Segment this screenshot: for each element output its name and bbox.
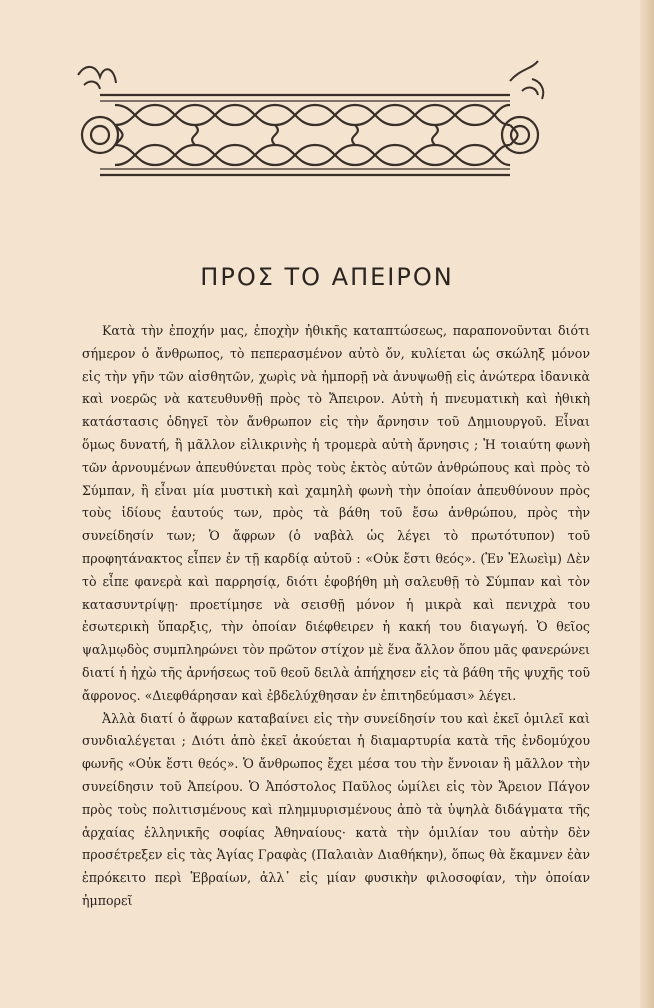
body-text: [82, 320, 590, 913]
paragraph: Ἀλλὰ διατί ὁ ἄφρων καταβαίνει εἰς τὴν συνείδησίν του καὶ ἐκεῖ ὁμιλεῖ καὶ συνδιαλέγεται ; Διότι ἀπὸ ἐκεῖ ἀκούεται ἡ διαμαρτυρία κατὰ τῆς ἐνδομύχου φωνῆς «Οὐκ ἔστι θεός». Ὁ ἄνθρωπος ἔχει μέσα του τὴν ἔννοιαν ἢ μᾶλλον τὴν συνείδησιν τοῦ Ἀπείρου. Ὁ Ἀπόστολος Παῦλος ὡμίλει εἰς τὸν Ἄρειον Πάγον πρὸς τοὺς πολιτισμένους καὶ πλημμυρισμένους ἀπὸ τὰ ὑψηλὰ διδάγματα τῆς ἀρχαίας ἑλληνικῆς σοφίας Ἀθηναίους· κατὰ τὴν ὁμιλίαν του αὐτὴν δὲν προσέτρεξεν εἰς τὰς Ἁγίας Γραφὰς (Παλαιὰν Διαθήκην), ὅπως θὰ ἔκαμνεν ἐὰν ἐπρόκειτο περὶ Ἑβραίων, ἀλλ᾽ εἰς μίαν φυσικὴν φιλοσοφίαν, τὴν ὁποίαν ἠμπορεῖ: [82, 710, 590, 908]
ornamental-knotwork-headpiece-icon: [70, 55, 550, 195]
page-edge: [640, 0, 654, 1008]
chapter-title: ΠΡΟΣ ΤΟ ΑΠΕΙΡΟΝ: [200, 263, 454, 291]
paragraph: Κατὰ τὴν ἐποχήν μας, ἐποχὴν ἠθικῆς καταπτώσεως, παραπονοῦνται διότι σήμερον ὁ ἄνθρωπος, τὸ πεπερασμένον αὐτὸ ὄν, κυλίεται ὡς σκώληξ μόνον εἰς τὴν γῆν τῶν αἰσθητῶν, χωρὶς νὰ ἠμπορῇ νὰ ἀνυψωθῇ εἰς ἀνώτερα ἰδανικὰ καὶ νοερῶς νὰ κατευθυνθῇ πρὸς τὸ Ἄπειρον. Αὐτὴ ἡ πνευματικὴ καὶ ἠθικὴ κατάστασις ὁδηγεῖ τὸν ἄνθρωπον εἰς τὴν ἄρνησιν τοῦ Δημιουργοῦ. Εἶναι ὅμως δυνατή, ἢ μᾶλλον εἰλικρινὴς ἡ τρομερὰ αὐτὴ ἄρνησις ; Ἡ τοιαύτη φωνὴ τῶν ἀρνουμένων ἀπευθύνεται πρὸς τοὺς ἐκτὸς αὐτῶν ἀνθρώπους καὶ πρὸς τὸ Σύμπαν, ἢ εἶναι μία μυστικὴ καὶ χαμηλὴ φωνὴ τὴν ὁποίαν ἀπευθύνουν πρὸς τοὺς ἰδίους ἑαυτούς των, πρὸς τὰ βάθη τοῦ ἔσω ἀνθρώπου, πρὸς τὴν συνείδησίν των; Ὁ ἄφρων (ὁ ναβὰλ ὡς λέγει τὸ πρωτότυπον) τοῦ προφητάνακτος εἶπεν ἐν τῇ καρδίᾳ αὐτοῦ : «Οὐκ ἔστι θεός». (Ἐν Ἐλωεὶμ) Δὲν τὸ εἶπε φανερὰ καὶ παρρησίᾳ, διότι ἐφοβήθη μὴ σαλευθῇ τὸ Σύμπαν καὶ τὸν κατασυντρίψῃ· προετίμησε νὰ σεισθῇ μόνον ἡ μικρὰ καὶ πενιχρὰ του ἐσωτερικὴ ὕπαρξις, τὴν ὁποίαν διέφθειρεν ἡ κακή του διαγωγή. Ὁ θεῖος ψαλμῳδὸς συμπληρώνει τὸν πρῶτον στίχον μὲ ἕνα ἄλλον ὅπου μᾶς φανερώνει διατί ἡ ἠχὼ τῆς ἀρνήσεως τοῦ θεοῦ δειλὰ ἀπήχησεν εἰς τὰ βάθη τῆς ψυχῆς τοῦ ἄφρονος. «Διεφθάρησαν καὶ ἐβδελύχθησαν ἐν ἐπιτηδεύμασι» λέγει.: [82, 323, 590, 703]
